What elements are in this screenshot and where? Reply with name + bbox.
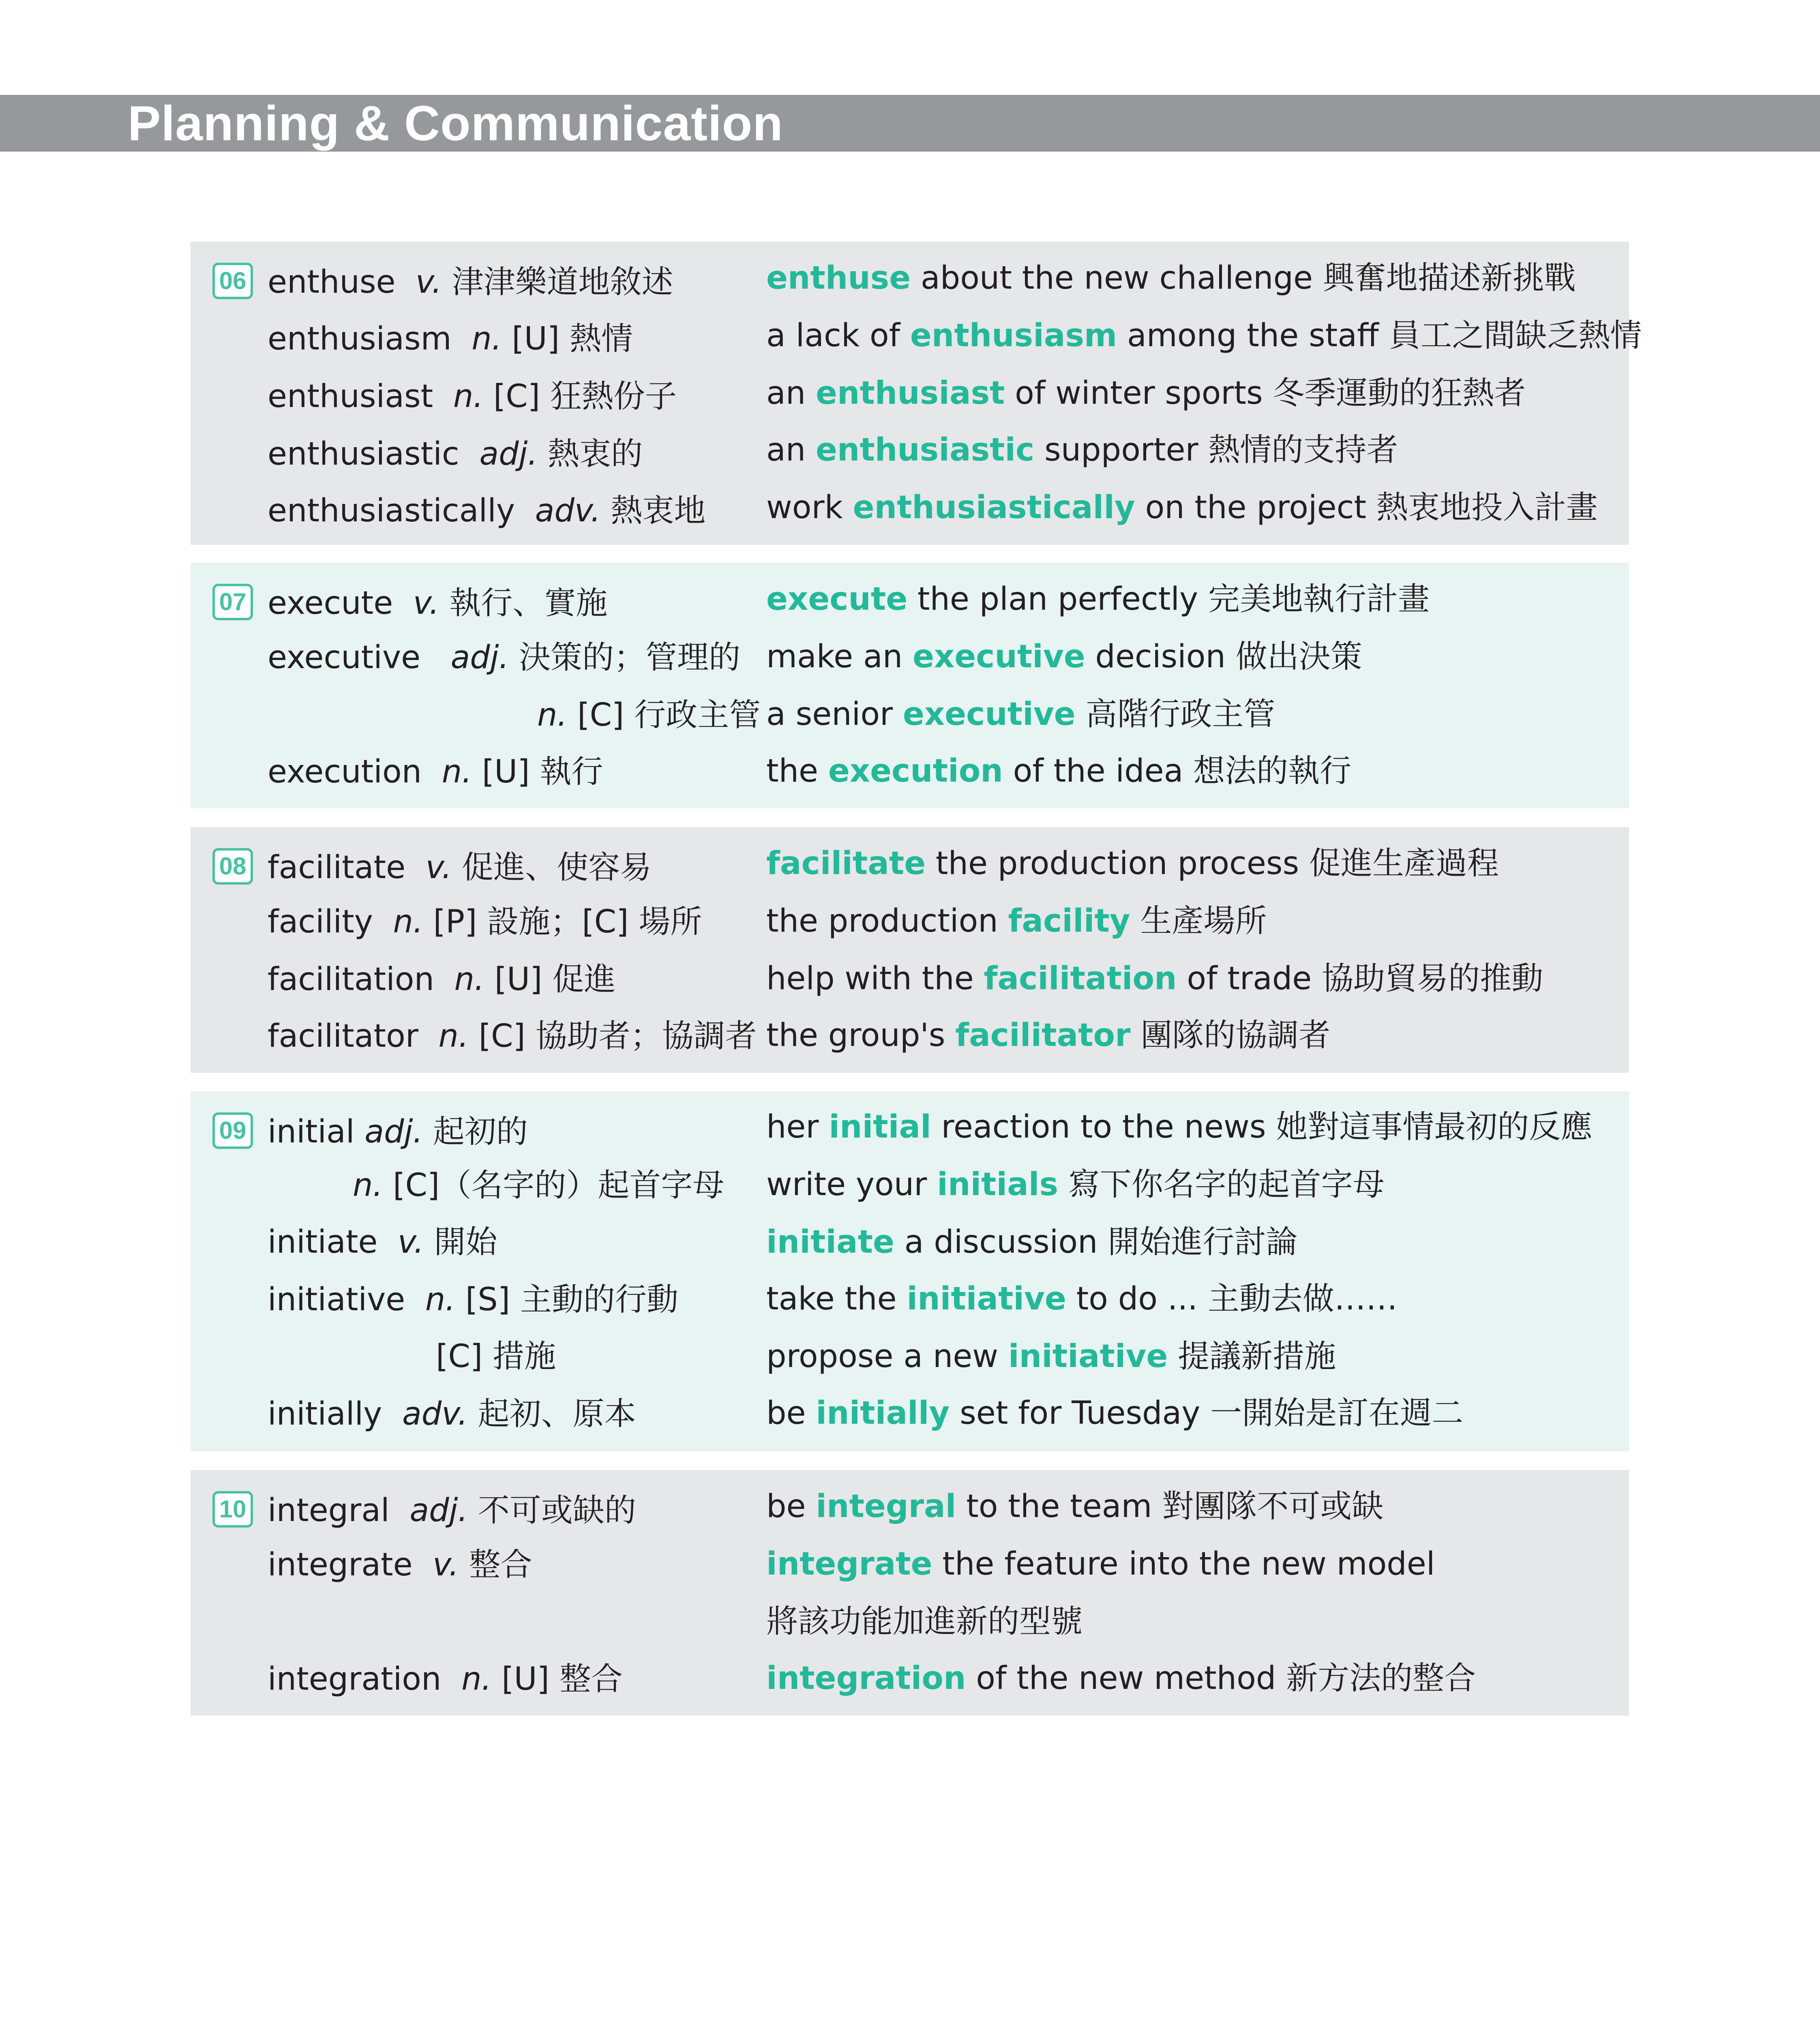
entry-number-badge: 09 bbox=[212, 1112, 253, 1149]
word-entry: facilitator n. [C] 協助者；協調者 bbox=[268, 1018, 757, 1054]
entry-number-badge: 07 bbox=[212, 584, 253, 620]
example-phrase: work enthusiastically on the project 熱衷地投入計畫 bbox=[766, 489, 1598, 526]
word-entry: [C] 措施 bbox=[436, 1338, 556, 1375]
vocab-group-09 bbox=[191, 1091, 1629, 1451]
example-phrase: propose a new initiative 提議新措施 bbox=[766, 1338, 1336, 1375]
example-phrase: help with the facilitation of trade 協助貿易的推動 bbox=[766, 960, 1543, 997]
word-entry: n. [C]（名字的）起首字母 bbox=[353, 1167, 725, 1204]
example-phrase: make an executive decision 做出決策 bbox=[766, 639, 1362, 675]
entry-number-badge: 08 bbox=[212, 848, 253, 885]
vocab-group-08 bbox=[191, 827, 1629, 1073]
example-phrase: a lack of enthusiasm among the staff 員工之間缺乏熱情 bbox=[766, 317, 1642, 354]
page-title: Planning & Communication bbox=[128, 96, 783, 151]
word-entry: integrate v. 整合 bbox=[268, 1547, 532, 1583]
word-entry: initial adj. 起初的 bbox=[268, 1114, 528, 1150]
example-phrase: a senior executive 高階行政主管 bbox=[766, 696, 1276, 733]
example-phrase: initiate a discussion 開始進行討論 bbox=[766, 1224, 1298, 1260]
example-phrase: execute the plan perfectly 完美地執行計畫 bbox=[766, 581, 1430, 617]
word-entry: initiate v. 開始 bbox=[268, 1224, 497, 1260]
word-entry: enthusiastically adv. 熱衷地 bbox=[268, 493, 706, 529]
word-entry: execution n. [U] 執行 bbox=[268, 754, 603, 790]
vocab-group-07 bbox=[191, 563, 1629, 808]
word-entry: executive adj. 決策的；管理的 bbox=[268, 639, 741, 676]
word-entry: enthusiastic adj. 熱衷的 bbox=[268, 436, 643, 472]
example-phrase: write your initials 寫下你名字的起首字母 bbox=[766, 1166, 1385, 1203]
word-entry: initially adv. 起初、原本 bbox=[268, 1396, 636, 1432]
example-phrase: be initially set for Tuesday 一開始是訂在週二 bbox=[766, 1395, 1464, 1431]
example-phrase: integration of the new method 新方法的整合 bbox=[766, 1660, 1476, 1697]
word-entry: initiative n. [S] 主動的行動 bbox=[268, 1281, 679, 1318]
word-entry: enthuse v. 津津樂道地敘述 bbox=[268, 264, 673, 300]
word-entry: integration n. [U] 整合 bbox=[268, 1661, 623, 1697]
word-entry: facilitation n. [U] 促進 bbox=[268, 961, 616, 998]
entry-number-badge: 10 bbox=[212, 1491, 253, 1528]
word-entry: facility n. [P] 設施；[C] 場所 bbox=[268, 904, 702, 940]
example-phrase: be integral to the team 對團隊不可或缺 bbox=[766, 1488, 1384, 1525]
example-phrase: facilitate the production process 促進生產過程 bbox=[766, 845, 1499, 882]
vocab-group-06 bbox=[191, 242, 1642, 545]
example-phrase: the execution of the idea 想法的執行 bbox=[766, 753, 1352, 789]
word-entry: integral adj. 不可或缺的 bbox=[268, 1492, 636, 1529]
word-entry: facilitate v. 促進、使容易 bbox=[268, 849, 652, 886]
example-phrase: the production facility 生產場所 bbox=[766, 903, 1267, 939]
example-phrase: enthuse about the new challenge 興奮地描述新挑戰 bbox=[766, 260, 1576, 296]
word-entry: enthusiasm n. [U] 熱情 bbox=[268, 321, 633, 357]
word-entry: enthusiast n. [C] 狂熱份子 bbox=[268, 378, 677, 415]
example-phrase: take the initiative to do ... 主動去做…… bbox=[766, 1281, 1398, 1317]
example-phrase: an enthusiast of winter sports 冬季運動的狂熱者 bbox=[766, 375, 1526, 411]
example-phrase: the group's facilitator 團隊的協調者 bbox=[766, 1017, 1331, 1054]
word-entry: n. [C] 行政主管 bbox=[537, 697, 761, 733]
vocab-group-10 bbox=[191, 1470, 1629, 1716]
example-phrase: integrate the feature into the new model bbox=[766, 1546, 1435, 1582]
example-phrase: 將該功能加進新的型號 bbox=[766, 1603, 1083, 1640]
word-entry: execute v. 執行、實施 bbox=[268, 585, 608, 621]
entry-number-badge: 06 bbox=[212, 263, 253, 299]
example-phrase: an enthusiastic supporter 熱情的支持者 bbox=[766, 432, 1398, 468]
example-phrase: her initial reaction to the news 她對這事情最初的反應 bbox=[766, 1109, 1593, 1145]
